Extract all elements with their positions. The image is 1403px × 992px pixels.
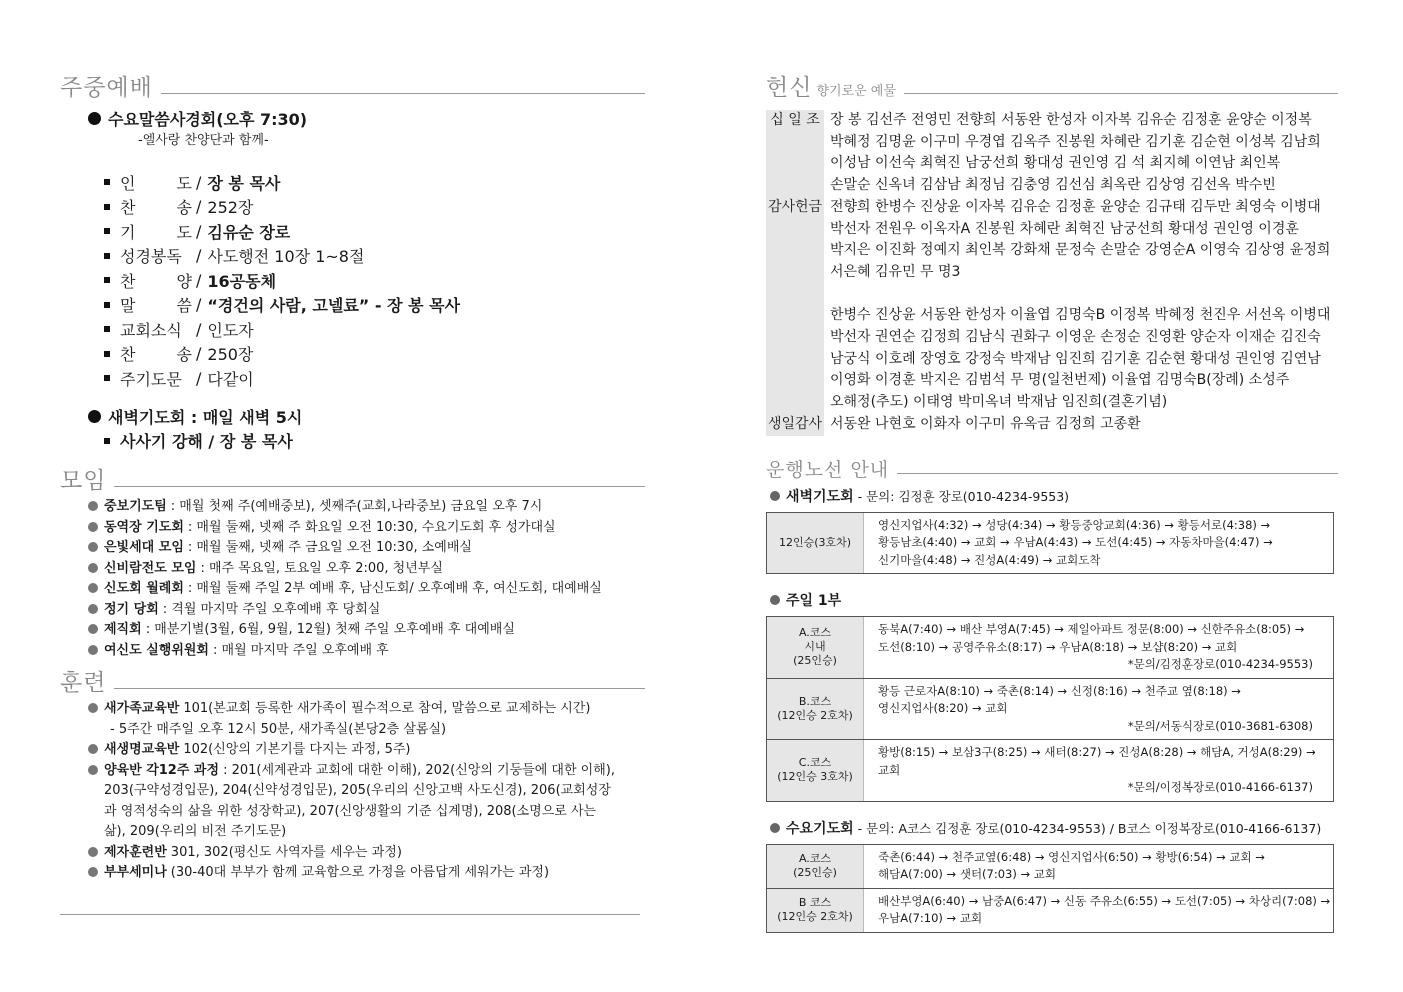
route-inquiry: *문의/이정복장로(010-4166-6137) [1127, 780, 1313, 795]
route-course-label [767, 740, 864, 801]
route-stops [864, 845, 1333, 888]
bullet-icon [88, 847, 98, 857]
square-bullet-icon [104, 326, 110, 332]
order-slash: / [196, 368, 202, 388]
birthday-row [766, 414, 1338, 436]
training-cont: - 5주간 매주일 오후 12시 50분, 새가족실(본당2층 살롬실) [110, 721, 447, 737]
course-label-line: (25인승) [793, 866, 837, 880]
training-desc: 102(신앙의 기본기를 다지는 과정, 5주) [183, 742, 411, 757]
name-line: 박지은 이진화 정예지 최인복 강화채 문정숙 손말순 강영순A 이영숙 김상영 윤정희 [830, 242, 1331, 259]
order-slash: / [196, 344, 202, 364]
meeting-name: 신비람전도 모임 [104, 560, 197, 576]
training-desc: 301, 302(평신도 사역자를 세우는 과정) [170, 844, 402, 860]
course-label-line: (12인승 3호차) [777, 770, 853, 784]
training-desc: (30-40대 부부가 함께 교육함으로 가정을 아름답게 세워가는 과정) [170, 865, 550, 880]
course-label-line: A.코스 [798, 852, 832, 866]
bullet-icon [88, 645, 98, 655]
route-row [767, 845, 1333, 888]
order-label: 찬 송 [120, 198, 192, 218]
bullet-icon [88, 522, 98, 532]
route-row [767, 617, 1333, 678]
route-stops [864, 513, 1333, 574]
routes-title: 운행노선 안내 [766, 458, 890, 481]
order-label: 주기도문 [120, 369, 182, 389]
stop-line: 도선(8:10) → 공영주유소(8:17) → 우남A(8:18) → 보샵(8:20) → 교회 [878, 639, 1238, 654]
order-item [104, 219, 645, 244]
training-name: 부부세미나 [104, 865, 167, 880]
route-contact: - 문의: A코스 김정훈 장로(010-4234-9553) / B코스 이정복장로(010-4166-6137) [857, 820, 1322, 836]
training-name: 양육반 각12주 과정 [104, 762, 220, 778]
thanks-names [824, 197, 1330, 414]
stop-line: 영신지업사(4:32) → 성당(4:34) → 황등중앙교회(4:36) → 황등서로(4:38) → [878, 517, 1271, 532]
order-value: 다같이 [207, 369, 254, 389]
name-line: 박선자 전원우 이옥자A 진봉원 차혜란 최혁진 남궁선희 황대성 권인영 이경훈 [830, 220, 1299, 237]
training-item [88, 843, 645, 864]
section-divider [904, 93, 1338, 94]
route-course-label [767, 889, 864, 932]
name-line: 전향희 한병수 진상윤 이자복 김유순 김정훈 윤양순 김규태 김두만 최영숙 이병대 [830, 198, 1321, 215]
order-slash: / [196, 221, 202, 241]
name-line: 이성남 이선숙 최혁진 남궁선희 황대성 권인영 김 석 최지혜 이연남 최인복 [830, 155, 1281, 172]
meeting-desc: : 매월 둘째 주일 2부 예배 후, 남신도회/ 오후예배 후, 여신도회, 대예배실 [187, 581, 602, 596]
thanks-label: 감사헌금 [766, 197, 824, 414]
order-item [104, 317, 645, 342]
meeting-item [88, 497, 645, 518]
order-label: 찬 송 [120, 345, 192, 365]
bullet-icon [770, 595, 780, 605]
stop-line: 신기마을(4:48) → 진성A(4:49) → 교회도착 [878, 552, 1101, 567]
training-item [88, 761, 645, 782]
order-value: 사도행전 10장 1~8절 [207, 247, 365, 267]
order-value: 인도자 [207, 320, 254, 340]
meeting-item [88, 559, 645, 580]
route-name: 새벽기도회 [786, 488, 854, 505]
name-line: 서은혜 김유민 무 명3 [830, 263, 961, 280]
name-line: 남궁식 이호례 장영호 강정숙 박재남 임진희 김기훈 김순현 황대성 권인영 김연남 [830, 350, 1321, 367]
routes-list [766, 484, 1338, 933]
name-line [830, 284, 1330, 306]
order-label: 말 씀 [120, 296, 192, 316]
bullet-icon [88, 703, 98, 713]
order-value: 252장 [207, 198, 254, 218]
route-heading [770, 484, 1338, 508]
route-table [766, 844, 1334, 933]
order-item [104, 366, 645, 391]
route-name: 수요기도회 [786, 820, 854, 837]
worship-header [60, 68, 645, 100]
stop-line: 교회 [878, 762, 901, 777]
order-slash: / [196, 270, 202, 290]
meeting-item [88, 641, 645, 662]
square-bullet-icon [104, 351, 110, 357]
route-wednesday [766, 816, 1338, 933]
bullet-icon [88, 867, 98, 877]
training-header [60, 663, 645, 695]
route-inquiry: *문의/서동식장로(010-3681-6308) [1127, 718, 1313, 733]
meeting-item [88, 518, 645, 539]
square-bullet-icon [104, 204, 110, 210]
route-table [766, 616, 1334, 802]
bullet-icon [770, 491, 780, 501]
thanks-row [766, 197, 1338, 414]
route-inquiry: *문의/김정훈장로(010-4234-9553) [1127, 657, 1313, 672]
offering-header [766, 68, 1338, 100]
route-heading [770, 588, 1338, 612]
route-sunday [766, 588, 1338, 802]
order-item [104, 170, 645, 195]
meeting-desc: : 매월 둘째, 넷째 주 화요일 오전 10:30, 수요기도회 후 성가대실 [187, 519, 556, 535]
route-dawn [766, 484, 1338, 575]
training-item [88, 863, 645, 884]
training-desc: 101(본교회 등록한 새가족이 필수적으로 참여, 말씀으로 교제하는 시간) [183, 701, 591, 716]
stop-line: 황등 근로자A(8:10) → 죽촌(8:14) → 신정(8:16) → 천주교 옆(8:18) → [878, 683, 1241, 698]
bullet-icon [88, 765, 98, 775]
order-item [104, 293, 645, 318]
training-name: 제자훈련반 [104, 844, 167, 860]
square-bullet-icon [104, 375, 110, 381]
route-row [767, 513, 1333, 574]
order-value: 김유순 장로 [207, 222, 291, 242]
course-label-line: (12인승 2호차) [777, 708, 853, 722]
meeting-desc: : 격월 마지막 주일 오후예배 후 당회실 [162, 601, 381, 617]
order-item [104, 244, 645, 269]
meetings-title: 모임 [60, 468, 107, 494]
bullet-icon [88, 112, 101, 125]
order-slash: / [196, 246, 202, 266]
tithe-names [824, 110, 1321, 197]
order-value: 250장 [207, 345, 254, 365]
bottom-divider [60, 914, 640, 915]
order-value: “경건의 사람, 고넬료” - 장 봉 목사 [207, 296, 461, 316]
training-cont: 203(구약성경입문), 204(신약성경입문), 205(우리의 신앙고백 사도신경), 206(교회성장 [104, 783, 611, 798]
bullet-icon [88, 542, 98, 552]
training-title: 훈련 [60, 670, 107, 696]
stop-line: 동북A(7:40) → 배산 부영A(7:45) → 제일아파트 정문(8:00) → 신한주유소(8:05) → [878, 622, 1305, 637]
square-bullet-icon [104, 253, 110, 259]
order-label: 교회소식 [120, 320, 182, 340]
route-course-label [767, 679, 864, 740]
bullet-icon [88, 501, 98, 511]
course-label-line: 12인승(3호차) [778, 535, 852, 549]
course-label-line: (12인승 2호차) [777, 910, 853, 924]
course-label-line: A.코스 [798, 626, 832, 640]
section-divider [114, 688, 645, 689]
course-label-line: (25인승) [793, 654, 837, 668]
stop-line: 배산부영A(6:40) → 남중A(6:47) → 신동 주유소(6:55) → 도선(7:05) → 차상리(7:08) → [878, 893, 1331, 908]
order-label: 성경봉독 [120, 247, 182, 267]
dawn-sub-label: 사사기 강해 / 장 봉 목사 [120, 432, 293, 452]
meeting-item [88, 538, 645, 559]
route-row [767, 678, 1333, 740]
routes-header [766, 448, 1338, 480]
dawn-prayer [88, 405, 645, 429]
bullet-icon [88, 744, 98, 754]
offering-subtitle: 향기로운 예물 [816, 84, 896, 99]
meetings-header [60, 461, 645, 493]
route-contact: - 문의: 김정훈 장로(010-4234-9553) [857, 488, 1070, 504]
name-line: 한병수 진상윤 서동완 한성자 이율엽 김명숙B 이정복 박혜정 천진우 서선옥 이병대 [830, 307, 1331, 324]
bullet-icon [88, 563, 98, 573]
training-cont: 삶), 209(우리의 비전 주기도문) [104, 824, 287, 839]
offering-title: 헌신 [766, 75, 813, 101]
stop-line: 우남A(7:10) → 교회 [878, 911, 983, 926]
section-divider [114, 486, 645, 487]
meeting-desc: : 매주 목요일, 토요일 오후 2:00, 청년부실 [200, 560, 443, 576]
route-course-label [767, 513, 864, 574]
order-value: 장 봉 목사 [207, 173, 281, 193]
name-line: 이영화 이경훈 박지은 김범석 무 명(일천번제) 이율엽 김명숙B(장례) 소성주 [830, 372, 1290, 389]
training-item [88, 699, 645, 720]
square-bullet-icon [104, 277, 110, 283]
training-desc: : 201(세계관과 교회에 대한 이해), 202(신앙의 기둥들에 대한 이해), [223, 762, 615, 778]
order-slash: / [196, 197, 202, 217]
square-bullet-icon [104, 228, 110, 234]
route-course-label [767, 845, 864, 888]
stop-line: 황방(8:15) → 보삼3구(8:25) → 새터(8:27) → 진성A(8:28) → 해담A, 거성A(8:29) → [878, 745, 1316, 760]
meeting-desc: : 매분기별(3월, 6월, 9월, 12월) 첫째 주일 오후예배 후 대예배실 [145, 622, 515, 637]
order-item [104, 268, 645, 293]
left-column [60, 68, 645, 884]
wed-meeting [88, 106, 645, 130]
name-line: 박혜정 김명윤 이구미 우경엽 김옥주 진봉원 차혜란 김기훈 김순현 이성복 김남희 [830, 133, 1321, 150]
order-label: 인 도 [120, 173, 192, 193]
meeting-item [88, 600, 645, 621]
stop-line: 영신지업사(8:20) → 교회 [878, 701, 1008, 716]
bullet-icon [88, 624, 98, 634]
tithe-label: 십 일 조 [766, 110, 824, 197]
meeting-name: 은빛세대 모임 [104, 540, 184, 555]
worship-title: 주중예배 [60, 75, 153, 101]
square-bullet-icon [104, 302, 110, 308]
order-value: 16공동체 [207, 271, 277, 291]
birthday-label: 생일감사 [766, 414, 824, 436]
route-row [767, 739, 1333, 801]
training-name: 새가족교육반 [104, 701, 180, 716]
bullet-icon [88, 604, 98, 614]
stop-line: 죽촌(6:44) → 천주교옆(6:48) → 영신지업사(6:50) → 황방(6:54) → 교회 → [878, 849, 1265, 864]
bullet-icon [88, 583, 98, 593]
meeting-item [88, 620, 645, 641]
route-name: 주일 1부 [786, 593, 842, 610]
meeting-name: 정기 당회 [104, 601, 159, 617]
wed-meeting-label: 수요말씀사경회(오후 7:30) [108, 109, 308, 129]
section-divider [897, 473, 1338, 474]
training-name: 새생명교육반 [104, 742, 180, 757]
order-slash: / [196, 295, 202, 315]
route-table [766, 512, 1334, 575]
meeting-name: 신도회 월례회 [104, 581, 184, 596]
name-line: 장 봉 김선주 전영민 전향희 서동완 한성자 이자복 김유순 김정훈 윤양순 이정복 [830, 112, 1312, 128]
route-stops [864, 617, 1333, 678]
order-item [104, 342, 645, 367]
order-label: 찬 양 [120, 271, 192, 291]
route-stops [864, 889, 1336, 932]
meeting-item [88, 579, 645, 600]
offering-table [766, 110, 1338, 436]
name-line: 박선자 권연순 김정희 김남식 권화구 이영운 손정순 진영환 양순자 이재순 김진숙 [830, 329, 1321, 346]
route-stops [864, 740, 1333, 801]
order-slash: / [196, 319, 202, 339]
route-heading [770, 816, 1338, 840]
order-label: 기 도 [120, 222, 192, 242]
order-slash: / [196, 172, 202, 192]
course-label-line: 시내 [804, 640, 826, 654]
meetings-list [60, 497, 645, 661]
meeting-name: 중보기도팀 [104, 499, 167, 514]
route-stops [864, 679, 1333, 740]
right-column [766, 68, 1338, 933]
dawn-sub [104, 429, 645, 454]
name-line: 손말순 신옥녀 김삼남 최정님 김충영 김선심 최옥란 김상영 김선옥 박수빈 [830, 177, 1276, 194]
route-row [767, 888, 1333, 932]
order-item [104, 195, 645, 220]
name-line: 오해정(추도) 이태영 박미옥녀 박재남 임진희(결혼기념) [830, 394, 1168, 411]
stop-line: 황등남초(4:40) → 교회 → 우남A(4:43) → 도선(4:45) → 자동차마을(4:47) → [878, 535, 1273, 550]
course-label-line: C.코스 [798, 756, 832, 770]
stop-line: 해담A(7:00) → 샛터(7:03) → 교회 [878, 867, 1057, 882]
birthday-names: 서동완 나현호 이화자 이구미 유옥금 김정희 고종환 [830, 415, 1141, 432]
training-item [88, 740, 645, 761]
meeting-desc: : 매월 마지막 주일 오후예배 후 [213, 642, 389, 658]
square-bullet-icon [104, 438, 110, 444]
route-course-label [767, 617, 864, 678]
square-bullet-icon [104, 179, 110, 185]
meeting-name: 제직회 [104, 622, 142, 637]
meeting-desc: : 매월 첫째 주(예배중보), 셋째주(교회,나라중보) 금요일 오후 7시 [170, 499, 543, 514]
bullet-icon [88, 410, 101, 423]
dawn-prayer-label: 새벽기도회 : 매일 새벽 5시 [108, 408, 303, 427]
meeting-name: 여신도 실행위원회 [104, 642, 209, 658]
bullet-icon [770, 823, 780, 833]
training-cont: 과 영적성숙의 삶을 위한 성장학교), 207(신앙생활의 기준 십계명), 208(소명으로 사는 [104, 803, 597, 819]
wed-subtitle: -엘사랑 찬양단과 함께- [138, 133, 269, 148]
worship-order [104, 170, 645, 391]
section-divider [161, 93, 645, 94]
meeting-name: 동역장 기도회 [104, 519, 184, 535]
tithe-row [766, 110, 1338, 197]
course-label-line: B.코스 [798, 694, 832, 708]
meeting-desc: : 매월 둘째, 넷째 주 금요일 오전 10:30, 소예배실 [187, 540, 472, 555]
course-label-line: B 코스 [798, 896, 832, 910]
